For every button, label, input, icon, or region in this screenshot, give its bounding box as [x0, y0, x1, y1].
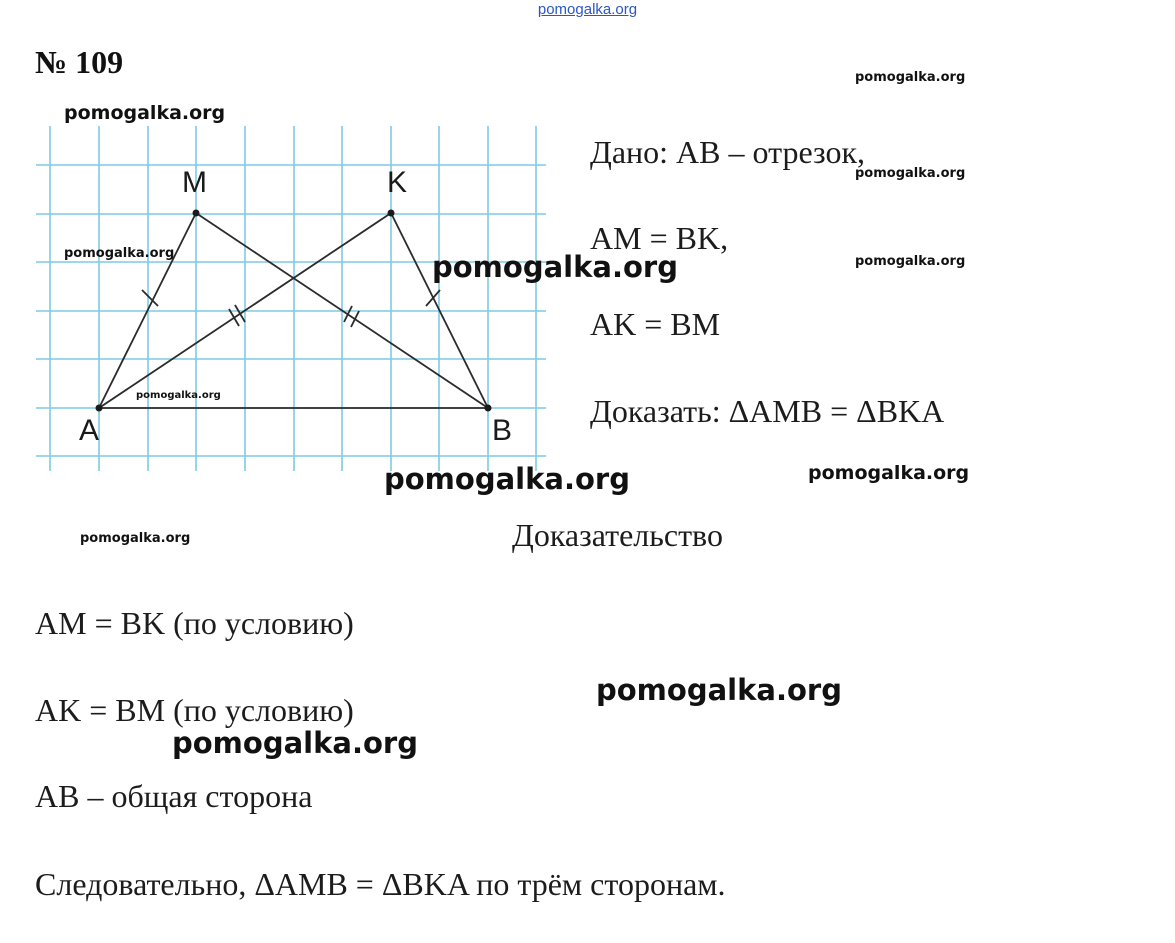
watermark: pomogalka.org [855, 166, 966, 181]
point-m [193, 210, 200, 217]
watermark: pomogalka.org [384, 462, 630, 496]
proof-heading: Доказательство [512, 517, 723, 553]
tick-bk [426, 290, 440, 306]
label-a: A [79, 414, 100, 447]
watermark: pomogalka.org [80, 531, 191, 546]
tick-bm-2 [351, 311, 359, 327]
given-line-3: AK = BM [590, 306, 721, 342]
grid [36, 126, 546, 471]
watermark: pomogalka.org [808, 462, 970, 484]
label-k: K [387, 166, 408, 199]
watermark: pomogalka.org [136, 390, 221, 401]
point-a [96, 405, 103, 412]
watermark: pomogalka.org [172, 726, 418, 760]
triangle-figure [36, 126, 546, 471]
proof-step-1: AM = BK (по условию) [35, 605, 354, 641]
given-line-1: Дано: AB – отрезок, [590, 134, 866, 170]
point-b [485, 405, 492, 412]
watermark: pomogalka.org [855, 70, 966, 85]
proof-conclusion: Следовательно, ΔAMB = ΔBKA по трём сторонам. [35, 866, 726, 902]
problem-number: № 109 [35, 44, 124, 80]
watermark: pomogalka.org [432, 250, 678, 284]
watermark: pomogalka.org [855, 254, 966, 269]
given-line-2: AM = BK, [590, 220, 729, 256]
tick-bm-1 [344, 306, 352, 322]
site-link[interactable]: pomogalka.org [537, 1, 638, 18]
label-b: B [492, 414, 513, 447]
proof-step-3: AB – общая сторона [35, 778, 313, 814]
to-prove-line: Доказать: ΔAMB = ΔBKA [590, 393, 945, 429]
watermark: pomogalka.org [64, 246, 175, 261]
proof-step-2: AK = BM (по условию) [35, 692, 354, 728]
tick-ak-2 [235, 305, 245, 322]
point-k [388, 210, 395, 217]
watermark: pomogalka.org [64, 102, 226, 124]
watermark: pomogalka.org [596, 673, 842, 707]
label-m: M [182, 166, 207, 199]
